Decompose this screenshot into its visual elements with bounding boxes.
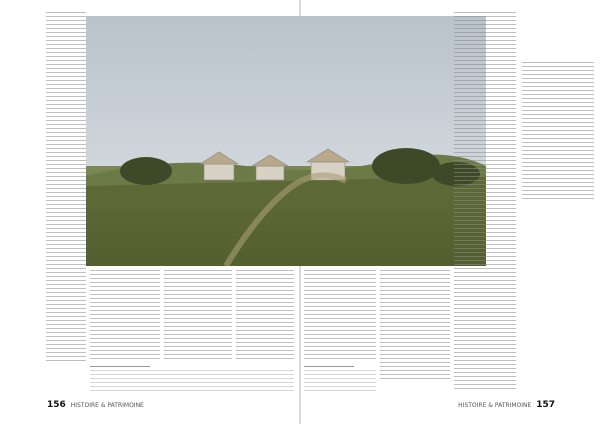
right-folio (458, 400, 558, 410)
left-text-column-2 (90, 270, 160, 360)
side-caption (522, 62, 594, 202)
right-text-column-2 (380, 270, 450, 380)
right-page-number: 157 (536, 400, 555, 410)
right-running-head: HISTOIRE & PATRIMOINE (458, 402, 532, 409)
photo-illustration (86, 16, 486, 266)
left-text-column-4 (236, 270, 294, 360)
left-footnote (90, 370, 294, 392)
right-text-column-1 (304, 270, 376, 360)
right-text-column-3 (454, 12, 516, 392)
right-footnote (304, 370, 376, 392)
right-footnote-rule (304, 366, 354, 367)
left-page-number: 156 (47, 400, 66, 410)
left-running-head: HISTOIRE & PATRIMOINE (70, 402, 144, 409)
left-text-column-3 (164, 270, 232, 360)
landscape-photo (86, 16, 486, 266)
left-footnote-rule (90, 366, 150, 367)
left-folio (44, 400, 144, 410)
left-text-column-1 (46, 12, 86, 362)
